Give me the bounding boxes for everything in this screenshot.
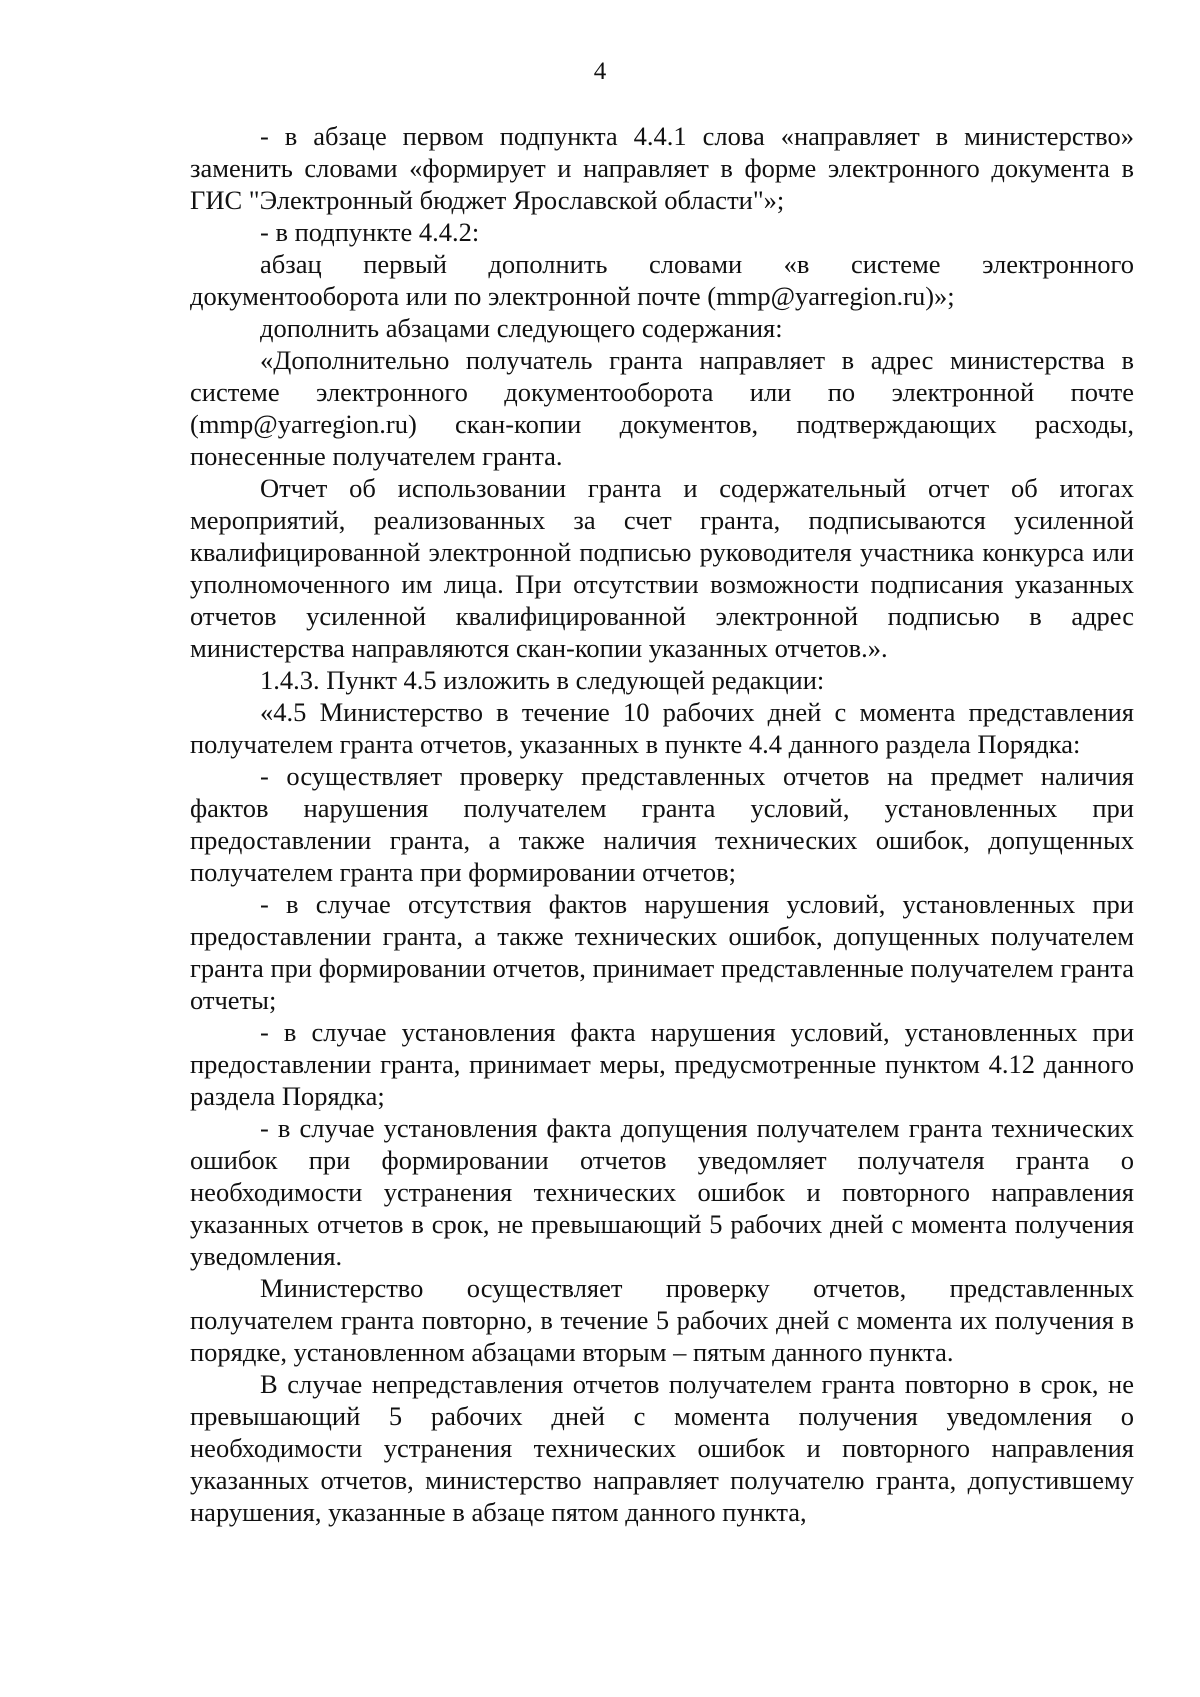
paragraph: - осуществляет проверку представленных отчетов на предмет наличия фактов нарушения получателем гранта условий, установленных при предоставлении гранта, а также наличия технических ошибок, допущенных получателем гранта при формировании отчетов; bbox=[190, 761, 1134, 887]
paragraph: «Дополнительно получатель гранта направляет в адрес министерства в системе электронного документооборота или по электронной почте (mmp@yarregion.ru) скан-копии документов, подтверждающих расходы, понесенные получателем гранта. bbox=[190, 345, 1134, 471]
paragraph: - в подпункте 4.4.2: bbox=[260, 217, 480, 247]
paragraph: - в случае отсутствия фактов нарушения условий, установленных при предоставлении гранта, а также технических ошибок, допущенных получателем гранта при формировании отчетов, принимает представленные получателем гранта отчеты; bbox=[190, 889, 1134, 1015]
paragraph: абзац первый дополнить словами «в системе электронного документооборота или по электронной почте (mmp@yarregion.ru)»; bbox=[190, 249, 1134, 311]
paragraph: - в абзаце первом подпункта 4.4.1 слова «направляет в министерство» заменить словами «формирует и направляет в форме электронного документа в ГИС "Электронный бюджет Ярославской области"»; bbox=[190, 121, 1134, 215]
paragraph: - в случае установления факта допущения получателем гранта технических ошибок при формировании отчетов уведомляет получателя гранта о необходимости устранения технических ошибок и повторного направления указанных отчетов в срок, не превышающий 5 рабочих дней с момента получения уведомления. bbox=[190, 1113, 1134, 1271]
paragraph: дополнить абзацами следующего содержания: bbox=[260, 313, 783, 343]
paragraph: В случае непредставления отчетов получателем гранта повторно в срок, не превышающий 5 рабочих дней с момента получения уведомления о необходимости устранения технических ошибок и повторного направления указанных отчетов, министерство направляет получателю гранта, допустившему нарушения, указанные в абзаце пятом данного пункта, bbox=[190, 1369, 1134, 1527]
paragraph: «4.5 Министерство в течение 10 рабочих дней с момента представления получателем гранта отчетов, указанных в пункте 4.4 данного раздела Порядка: bbox=[190, 697, 1134, 759]
paragraph: Отчет об использовании гранта и содержательный отчет об итогах мероприятий, реализованных за счет гранта, подписываются усиленной квалифицированной электронной подписью руководителя участника конкурса или уполномоченного им лица. При отсутствии возможности подписания указанных отчетов усиленной квалифицированной электронной подписью в адрес министерства направляются скан-копии указанных отчетов.». bbox=[190, 473, 1134, 663]
paragraph: - в случае установления факта нарушения условий, установленных при предоставлении гранта, принимает меры, предусмотренные пунктом 4.12 данного раздела Порядка; bbox=[190, 1017, 1134, 1111]
page-number: 4 bbox=[593, 58, 607, 85]
paragraph: Министерство осуществляет проверку отчетов, представленных получателем гранта повторно, в течение 5 рабочих дней с момента их получения в порядке, установленном абзацами вторым – пятым данного пункта. bbox=[190, 1273, 1134, 1367]
document-body bbox=[190, 120, 1134, 1528]
paragraph: 1.4.3. Пункт 4.5 изложить в следующей редакции: bbox=[260, 665, 825, 695]
